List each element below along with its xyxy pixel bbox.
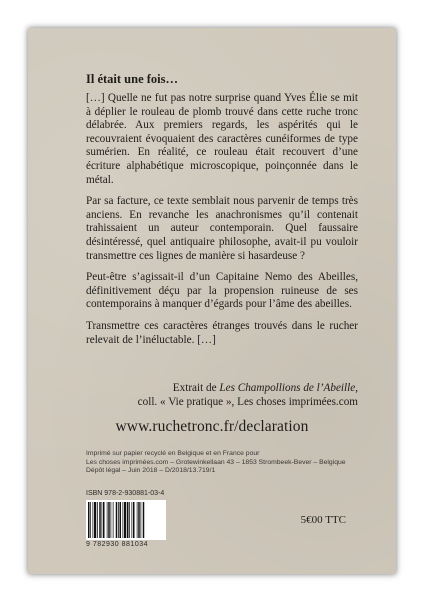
extract-suffix: , <box>355 382 358 394</box>
extract-prefix: Extrait de <box>172 382 220 394</box>
barcode-number: 9 782930 881034 <box>86 541 148 548</box>
book-back-cover <box>28 28 396 574</box>
imprint-line: Dépôt légal – Juin 2018 – D/2018/13.719/1 <box>86 467 216 475</box>
imprint-notice <box>86 450 346 476</box>
isbn-label: ISBN 978-2-930881-03-4 <box>86 490 165 497</box>
extract-line-1 <box>138 381 358 395</box>
cover-heading: Il était une fois… <box>86 72 179 86</box>
extract-line-2: coll. « Vie pratique », Les choses imprimées.com <box>137 396 358 408</box>
price-label: 5€00 TTC <box>300 514 346 526</box>
website-url: www.ruchetronc.fr/declaration <box>115 418 309 435</box>
blurb-paragraph: Peut-être s’agissait-il d’un Capitaine Nemo des Abeilles, définitivement déçu par la propension ruineuse de ses contemporains à manquer d’égards pour l’âme des abeilles. <box>86 271 358 311</box>
blurb-text <box>86 92 358 355</box>
extract-citation <box>138 381 358 409</box>
blurb-paragraph: Par sa facture, ce texte semblait nous parvenir de temps très anciens. En revanche les anachronismes qu’il contenait trahissaient un auteur contemporain. Quel faussaire désintéressé, quel antiquaire philosophe, avait-il pu vouloir transmettre ces lignes de manière si hasardeuse ? <box>86 195 358 262</box>
imprint-line: Imprimé sur papier recyclé en Belgique et en France pour <box>86 450 260 457</box>
blurb-paragraph: […] Quelle ne fut pas notre surprise quand Yves Élie se mit à déplier le rouleau de plomb trouvé dans cette ruche tronc délabrée. Aux premiers regards, les aspérités qui le recouvraient évoquaient des caractères cunéiformes de type sumérien. En réalité, ce rouleau était recouvert d’une écriture alphabétique microscopique, poinçonnée dans le métal. <box>86 92 358 186</box>
blurb-paragraph: Transmettre ces caractères étranges trouvés dans le rucher relevait de l’inéluctable. […] <box>86 319 358 346</box>
barcode-icon <box>86 500 166 540</box>
extract-book-title: Les Champollions de l’Abeille <box>219 382 356 394</box>
imprint-line: Les choses imprimées.com – Grotewinkellaan 43 – 1853 Strombeek-Bever – Belgique <box>86 458 346 466</box>
